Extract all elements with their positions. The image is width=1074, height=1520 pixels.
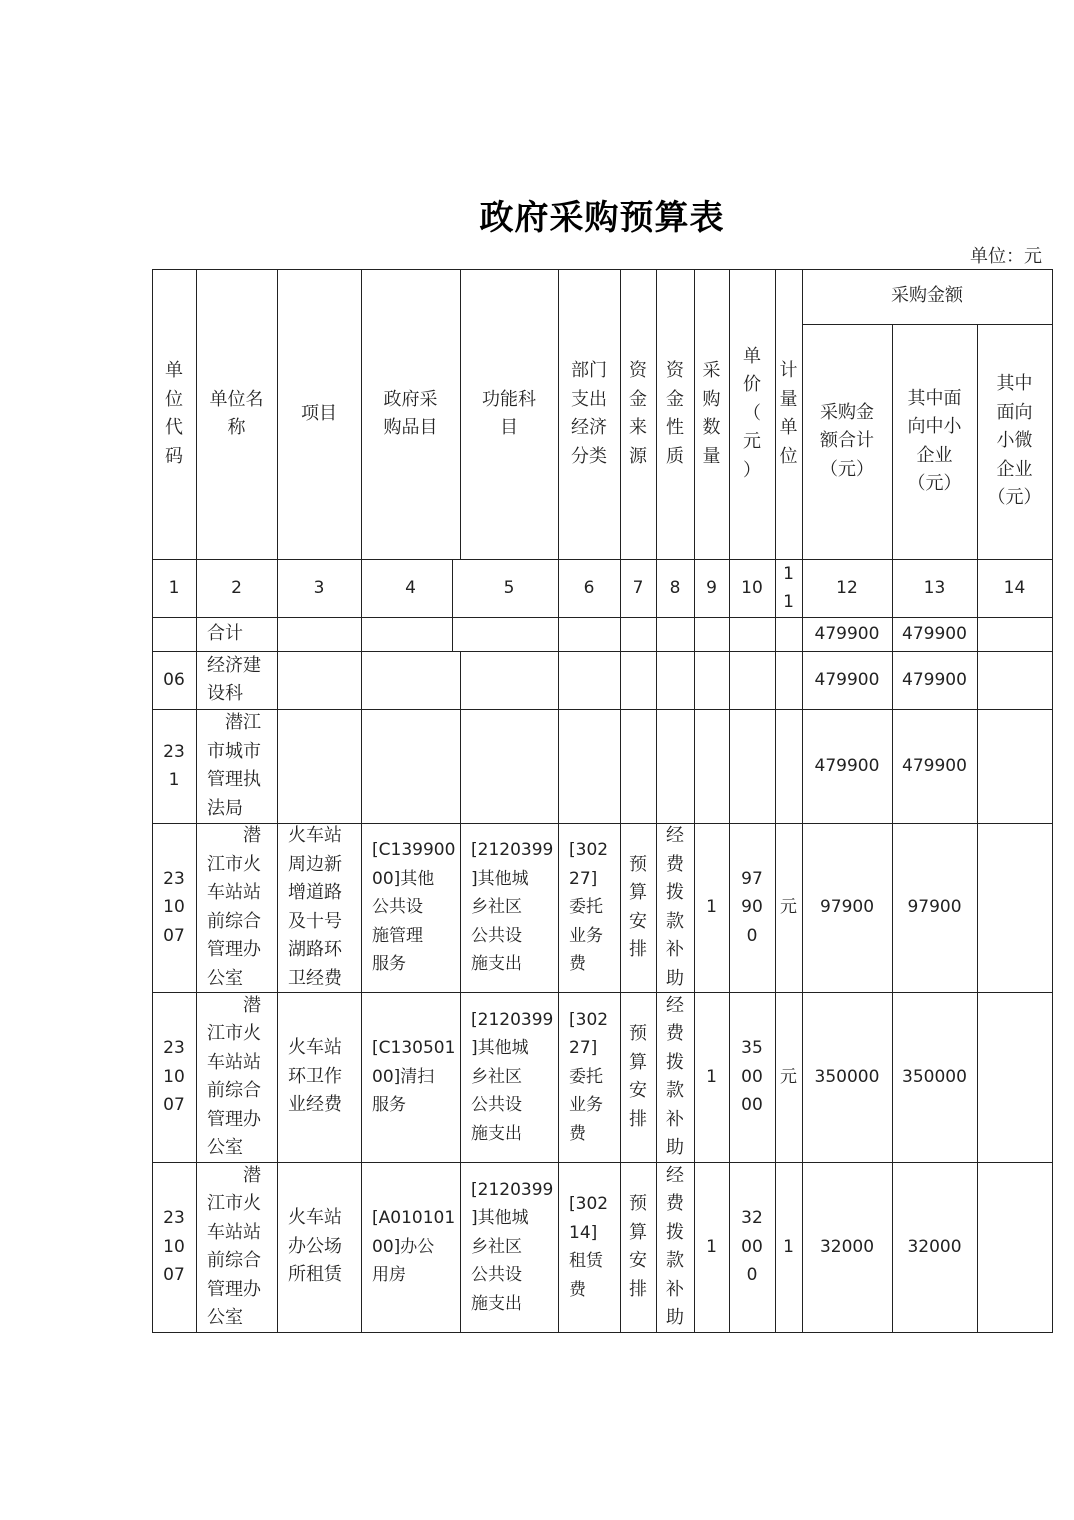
row-1-unit-price	[729, 617, 775, 651]
row-6-project	[277, 1162, 361, 1332]
row-2-fund-nature	[656, 651, 694, 709]
row-6-sme-amount-text: 32000	[907, 1236, 962, 1257]
row-6-econ-class	[558, 1162, 620, 1332]
row-4-quantity-text: 1	[706, 897, 717, 918]
row-5-total-amount-text: 350000	[814, 1066, 880, 1087]
row-4-econ-class-text: [302 27] 委托 业务 费	[569, 840, 609, 975]
header-unit-name	[196, 269, 277, 559]
row-2-unit-price	[729, 651, 775, 709]
row-3-function-subject	[460, 709, 558, 823]
row-2-total-amount-text: 479900	[814, 669, 880, 690]
header-function-subject-text: 功能科 目	[482, 388, 536, 438]
row-5-quantity	[694, 992, 729, 1162]
row-6-fund-nature-text: 经 费 拨 款 补 助	[666, 1164, 684, 1328]
row-1-unit-code	[152, 617, 196, 651]
row-4-unit-price	[729, 823, 775, 992]
row-5-procurement-item	[361, 992, 460, 1162]
row-5-unit-price-text: 35 00 00	[741, 1038, 763, 1116]
row-3-quantity	[694, 709, 729, 823]
header-total-amount-text: 采购金 额合计 （元）	[820, 401, 874, 480]
table-vertical-rule	[1052, 269, 1053, 1333]
header-procurement-item	[361, 269, 460, 559]
row-6-measure-unit	[775, 1162, 802, 1332]
column-number-8-text: 8	[669, 577, 681, 598]
column-number-7-text: 7	[632, 577, 644, 598]
row-3-econ-class	[558, 709, 620, 823]
row-4-unit-code-text: 23 10 07	[163, 868, 185, 946]
header-fund-source-text: 资 金 来 源	[629, 360, 647, 467]
row-4-econ-class	[558, 823, 620, 992]
row-5-total-amount	[802, 992, 892, 1162]
row-2-econ-class	[558, 651, 620, 709]
row-3-unit-price	[729, 709, 775, 823]
row-4-total-amount	[802, 823, 892, 992]
row-5-project	[277, 992, 361, 1162]
column-number-10	[729, 559, 775, 617]
row-3-unit-name	[196, 709, 277, 823]
row-5-fund-nature-text: 经 费 拨 款 补 助	[666, 994, 684, 1158]
header-fund-source	[620, 269, 656, 559]
row-6-unit-name-text: 潜 江市火 车站站 前综合 管理办 公室	[207, 1164, 261, 1328]
row-1-procurement-item	[361, 617, 460, 651]
column-number-10-text: 10	[741, 577, 763, 598]
row-1-micro-amount	[977, 617, 1052, 651]
row-6-unit-price-text: 32 00 0	[741, 1208, 763, 1286]
row-6-unit-code	[152, 1162, 196, 1332]
row-6-total-amount	[802, 1162, 892, 1332]
unit-label: 单位：元	[970, 246, 1042, 267]
header-unit-price	[729, 269, 775, 559]
column-number-2	[196, 559, 277, 617]
row-6-measure-unit-text: 1	[783, 1236, 794, 1257]
row-6-sme-amount	[892, 1162, 977, 1332]
row-1-measure-unit	[775, 617, 802, 651]
column-number-3	[277, 559, 361, 617]
row-2-sme-amount-text: 479900	[902, 669, 967, 690]
row-5-unit-price	[729, 992, 775, 1162]
row-6-quantity-text: 1	[706, 1236, 717, 1257]
row-4-project	[277, 823, 361, 992]
header-procurement-amount-group	[802, 269, 1052, 324]
row-1-fund-source	[620, 617, 656, 651]
header-unit-name-text: 单位名 称	[209, 388, 264, 438]
row-5-micro-amount	[977, 992, 1052, 1162]
column-number-9-text: 9	[706, 577, 717, 598]
row-5-fund-source-text: 预 算 安 排	[629, 1023, 647, 1130]
row-6-total-amount-text: 32000	[819, 1236, 875, 1257]
row-5-unit-name-text: 潜 江市火 车站站 前综合 管理办 公室	[207, 994, 261, 1158]
header-total-amount	[802, 324, 892, 559]
row-6-quantity	[694, 1162, 729, 1332]
row-5-sme-amount	[892, 992, 977, 1162]
row-5-econ-class-text: [302 27] 委托 业务 费	[569, 1009, 609, 1144]
row-1-unit-name-text: 合计	[207, 622, 243, 644]
table-horizontal-rule	[152, 1332, 1053, 1333]
row-2-measure-unit	[775, 651, 802, 709]
header-unit-code	[152, 269, 196, 559]
column-number-11	[775, 559, 802, 617]
header-procurement-amount-group-text: 采购金额	[891, 285, 963, 307]
column-number-5-text: 5	[503, 577, 515, 598]
row-6-unit-name	[196, 1162, 277, 1332]
row-3-micro-amount	[977, 709, 1052, 823]
header-micro-amount	[977, 324, 1052, 559]
row-4-project-text: 火车站 周边新 增道路 及十号 湖路环 卫经费	[288, 825, 342, 989]
header-econ-class-text: 部门 支出 经济 分类	[571, 360, 607, 467]
column-number-2-text: 2	[231, 577, 242, 598]
row-4-micro-amount	[977, 823, 1052, 992]
header-fund-nature	[656, 269, 694, 559]
row-6-function-subject-text: [2120399 ]其他城 乡社区 公共设 施支出	[471, 1179, 554, 1314]
row-2-unit-code-text: 06	[163, 669, 185, 690]
row-5-quantity-text: 1	[706, 1066, 717, 1087]
row-1-quantity	[694, 617, 729, 651]
row-3-fund-source	[620, 709, 656, 823]
row-2-fund-source	[620, 651, 656, 709]
column-number-12	[802, 559, 892, 617]
column-number-4	[361, 559, 460, 617]
header-sme-amount-text: 其中面 向中小 企业 （元）	[907, 387, 962, 494]
row-2-unit-code	[152, 651, 196, 709]
row-4-measure-unit-text: 元	[780, 897, 797, 918]
row-4-unit-name-text: 潜 江市火 车站站 前综合 管理办 公室	[207, 825, 261, 989]
header-function-subject	[460, 269, 558, 559]
row-4-function-subject	[460, 823, 558, 992]
row-6-unit-price	[729, 1162, 775, 1332]
row-3-unit-code	[152, 709, 196, 823]
header-procurement-item-text: 政府采 购品目	[383, 388, 438, 438]
column-number-6-text: 6	[583, 577, 595, 598]
column-number-3-text: 3	[313, 577, 325, 598]
row-5-unit-code	[152, 992, 196, 1162]
row-4-sme-amount-text: 97900	[907, 897, 962, 918]
header-econ-class	[558, 269, 620, 559]
row-1-function-subject	[460, 617, 558, 651]
row-6-fund-nature	[656, 1162, 694, 1332]
column-number-12-text: 12	[836, 577, 858, 598]
row-1-total-amount-text: 479900	[814, 623, 880, 644]
header-unit-code-text: 单 位 代 码	[165, 360, 183, 467]
row-5-fund-source	[620, 992, 656, 1162]
row-4-function-subject-text: [2120399 ]其他城 乡社区 公共设 施支出	[471, 840, 554, 975]
row-2-total-amount	[802, 651, 892, 709]
row-4-procurement-item-text: [C139900 00]其他 公共设 施管理 服务	[372, 840, 456, 975]
row-3-sme-amount-text: 479900	[902, 755, 967, 776]
row-2-unit-name	[196, 651, 277, 709]
row-5-econ-class	[558, 992, 620, 1162]
row-5-project-text: 火车站 环卫作 业经费	[288, 1037, 342, 1116]
column-number-13-text: 13	[923, 577, 946, 598]
header-quantity	[694, 269, 729, 559]
column-number-11-text: 1 1	[783, 563, 794, 612]
row-1-sme-amount	[892, 617, 977, 651]
row-4-fund-source	[620, 823, 656, 992]
column-number-1-text: 1	[168, 577, 180, 598]
row-6-procurement-item-text: [A010101 00]办公 用房	[372, 1208, 456, 1286]
row-5-function-subject	[460, 992, 558, 1162]
column-number-8	[656, 559, 694, 617]
row-4-fund-nature	[656, 823, 694, 992]
row-6-project-text: 火车站 办公场 所租赁	[288, 1207, 342, 1286]
row-6-econ-class-text: [302 14] 租赁 费	[569, 1194, 609, 1300]
row-4-total-amount-text: 97900	[819, 897, 875, 918]
row-1-unit-name	[196, 617, 277, 651]
header-project	[277, 269, 361, 559]
row-1-fund-nature	[656, 617, 694, 651]
row-4-unit-price-text: 97 90 0	[741, 868, 763, 946]
row-3-unit-name-text: 潜江 市城市 管理执 法局	[207, 712, 261, 819]
row-1-total-amount	[802, 617, 892, 651]
row-3-total-amount	[802, 709, 892, 823]
row-2-sme-amount	[892, 651, 977, 709]
document-title: 政府采购预算表	[479, 198, 725, 238]
row-6-unit-code-text: 23 10 07	[163, 1208, 185, 1286]
row-5-fund-nature	[656, 992, 694, 1162]
row-3-measure-unit	[775, 709, 802, 823]
row-4-quantity	[694, 823, 729, 992]
row-2-unit-name-text: 经济建 设科	[207, 654, 261, 704]
row-2-function-subject	[460, 651, 558, 709]
header-measure-unit-text: 计 量 单 位	[779, 360, 798, 467]
row-5-unit-name	[196, 992, 277, 1162]
column-number-4-text: 4	[405, 577, 416, 598]
row-6-fund-source-text: 预 算 安 排	[629, 1193, 647, 1300]
row-6-fund-source	[620, 1162, 656, 1332]
row-1-sme-amount-text: 479900	[902, 623, 967, 644]
row-6-procurement-item	[361, 1162, 460, 1332]
row-5-measure-unit	[775, 992, 802, 1162]
row-5-function-subject-text: [2120399 ]其他城 乡社区 公共设 施支出	[471, 1009, 554, 1144]
header-sme-amount	[892, 324, 977, 559]
row-4-fund-source-text: 预 算 安 排	[629, 853, 647, 960]
row-3-project	[277, 709, 361, 823]
header-quantity-text: 采 购 数 量	[702, 360, 721, 467]
row-2-procurement-item	[361, 651, 460, 709]
column-number-5	[460, 559, 558, 617]
column-number-14	[977, 559, 1052, 617]
row-6-function-subject	[460, 1162, 558, 1332]
row-4-fund-nature-text: 经 费 拨 款 补 助	[666, 825, 684, 989]
row-5-measure-unit-text: 元	[780, 1066, 797, 1087]
row-3-unit-code-text: 23 1	[163, 741, 185, 790]
row-4-sme-amount	[892, 823, 977, 992]
header-project-text: 项目	[301, 402, 337, 424]
row-4-unit-name	[196, 823, 277, 992]
column-number-6	[558, 559, 620, 617]
row-3-sme-amount	[892, 709, 977, 823]
column-number-14-text: 14	[1003, 577, 1026, 598]
row-4-procurement-item	[361, 823, 460, 992]
row-4-unit-code	[152, 823, 196, 992]
header-unit-price-text: 单 价 （ 元 ）	[743, 345, 761, 481]
row-2-quantity	[694, 651, 729, 709]
row-3-procurement-item	[361, 709, 460, 823]
column-number-9	[694, 559, 729, 617]
row-5-procurement-item-text: [C130501 00]清扫 服务	[372, 1038, 456, 1116]
header-micro-amount-text: 其中 面向 小微 企业 （元）	[987, 373, 1042, 509]
row-2-project	[277, 651, 361, 709]
row-5-sme-amount-text: 350000	[902, 1066, 967, 1087]
row-3-total-amount-text: 479900	[814, 755, 880, 776]
row-5-unit-code-text: 23 10 07	[163, 1038, 185, 1116]
column-number-13	[892, 559, 977, 617]
column-number-1	[152, 559, 196, 617]
header-measure-unit	[775, 269, 802, 559]
row-2-micro-amount	[977, 651, 1052, 709]
header-fund-nature-text: 资 金 性 质	[666, 360, 684, 467]
column-number-7	[620, 559, 656, 617]
row-1-econ-class	[558, 617, 620, 651]
row-3-fund-nature	[656, 709, 694, 823]
row-1-project	[277, 617, 361, 651]
row-6-micro-amount	[977, 1162, 1052, 1332]
row-4-measure-unit	[775, 823, 802, 992]
